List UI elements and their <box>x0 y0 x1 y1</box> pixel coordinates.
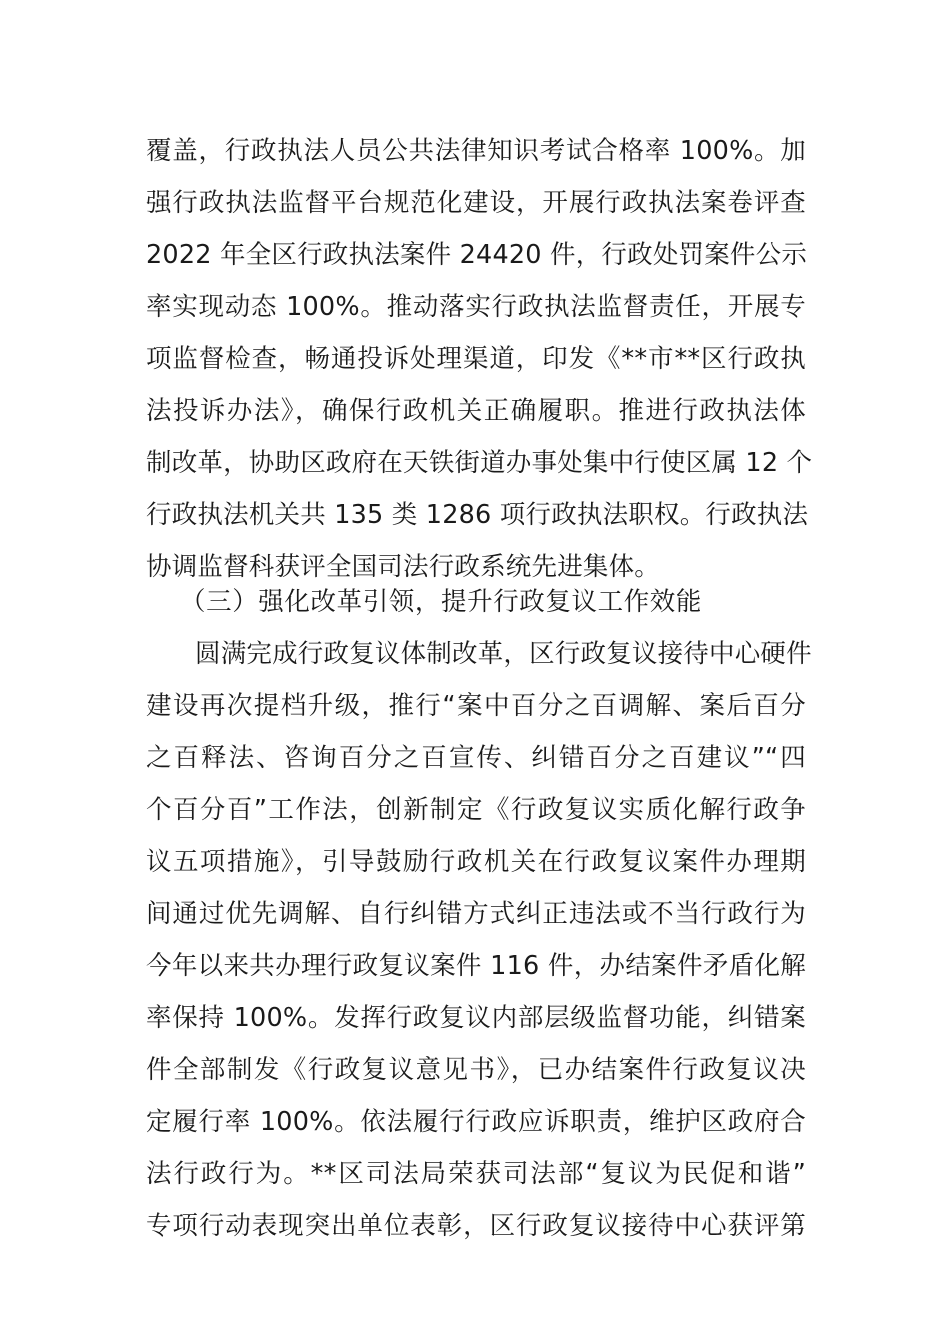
body-text-line: 覆盖，行政执法人员公共法律知识考试合格率 100%。加 <box>146 136 806 166</box>
body-text-line: 之百释法、咨询百分之百宣传、纠错百分之百建议”“四 <box>146 743 806 773</box>
body-text-line: 个百分百”工作法，创新制定《行政复议实质化解行政争 <box>146 795 806 825</box>
body-text-line: 议五项措施》，引导鼓励行政机关在行政复议案件办理期 <box>146 847 806 877</box>
body-text-line: 率实现动态 100%。推动落实行政执法监督责任，开展专 <box>146 292 806 322</box>
body-text-line: 行政执法机关共 135 类 1286 项行政执法职权。行政执法 <box>146 500 809 530</box>
section-heading: （三）强化改革引领，提升行政复议工作效能 <box>180 587 703 617</box>
body-text-line: 强行政执法监督平台规范化建设，开展行政执法案卷评查 <box>146 188 806 218</box>
body-text-line: 协调监督科获评全国司法行政系统先进集体。 <box>146 552 661 582</box>
body-text-line: 制改革，协助区政府在天铁街道办事处集中行使区属 12 个 <box>146 448 813 478</box>
body-text-line: 今年以来共办理行政复议案件 116 件，办结案件矛盾化解 <box>146 951 806 981</box>
body-text-line: 法行政行为。**区司法局荣获司法部“复议为民促和谐” <box>146 1159 806 1189</box>
body-text-line: 率保持 100%。发挥行政复议内部层级监督功能，纠错案 <box>146 1003 806 1033</box>
body-text-line: 件全部制发《行政复议意见书》，已办结案件行政复议决 <box>146 1055 806 1085</box>
body-text-line: 专项行动表现突出单位表彰，区行政复议接待中心获评第 <box>146 1211 806 1241</box>
body-text-line: 定履行率 100%。依法履行行政应诉职责，维护区政府合 <box>146 1107 806 1137</box>
body-text-line: 圆满完成行政复议体制改革，区行政复议接待中心硬件 <box>195 639 812 669</box>
body-text-line: 法投诉办法》，确保行政机关正确履职。推进行政执法体 <box>146 396 806 426</box>
body-text-line: 建设再次提档升级，推行“案中百分之百调解、案后百分 <box>146 691 806 721</box>
body-text-line: 项监督检查，畅通投诉处理渠道，印发《**市**区行政执 <box>146 344 806 374</box>
body-text-line: 间通过优先调解、自行纠错方式纠正违法或不当行政行为 <box>146 899 806 929</box>
body-text-line: 2022 年全区行政执法案件 24420 件，行政处罚案件公示 <box>146 240 808 270</box>
